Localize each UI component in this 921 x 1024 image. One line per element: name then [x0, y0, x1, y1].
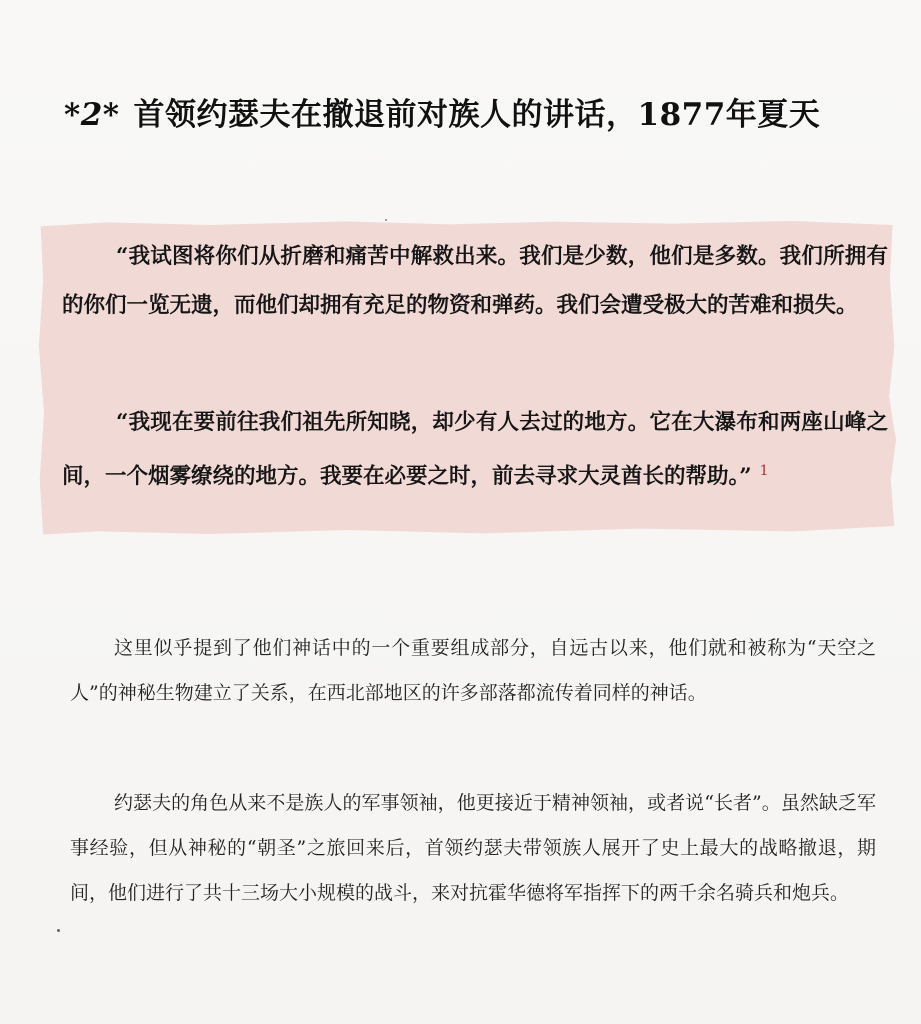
- quote-paragraph-1: [62, 232, 888, 330]
- quote-paragraph-2-text: “我现在要前往我们祖先所知晓，却少有人去过的地方。它在大瀑布和两座山峰之间，一个烟雾缭绕的地方。我要在必要之时，前去寻求大灵酋长的帮助。”: [62, 410, 888, 490]
- heading-text: 首领约瑟夫在撤退前对族人的讲话，1877年夏天: [133, 96, 821, 133]
- paper-speck: [385, 219, 387, 221]
- chapter-heading: [64, 89, 820, 134]
- section-marker: *2*: [64, 96, 120, 133]
- body-paragraph-2-text: 约瑟夫的角色从来不是族人的军事领袖，他更接近于精神领袖，或者说“长者”。虽然缺乏军事经验，但从神秘的“朝圣”之旅回来后，首领约瑟夫带领族人展开了史上最大的战略撤退，期间，他们进行了共十三场大小规模的战斗，来对抗霍华德将军指挥下的两千余名骑兵和炮兵。: [70, 792, 876, 904]
- quote-paragraph-1-text: “我试图将你们从折磨和痛苦中解救出来。我们是少数，他们是多数。我们所拥有的你们一览无遗，而他们却拥有充足的物资和弹药。我们会遭受极大的苦难和损失。: [62, 244, 888, 318]
- body-paragraph-2: [70, 781, 876, 916]
- paper-speck: [57, 929, 60, 932]
- body-paragraph-1-text: 这里似乎提到了他们神话中的一个重要组成部分，自远古以来，他们就和被称为“天空之人”的神秘生物建立了关系，在西北部地区的许多部落都流传着同样的神话。: [70, 637, 876, 704]
- quote-paragraph-2: [62, 398, 888, 501]
- footnote-reference[interactable]: 1: [759, 463, 769, 479]
- body-paragraph-1: [70, 626, 876, 716]
